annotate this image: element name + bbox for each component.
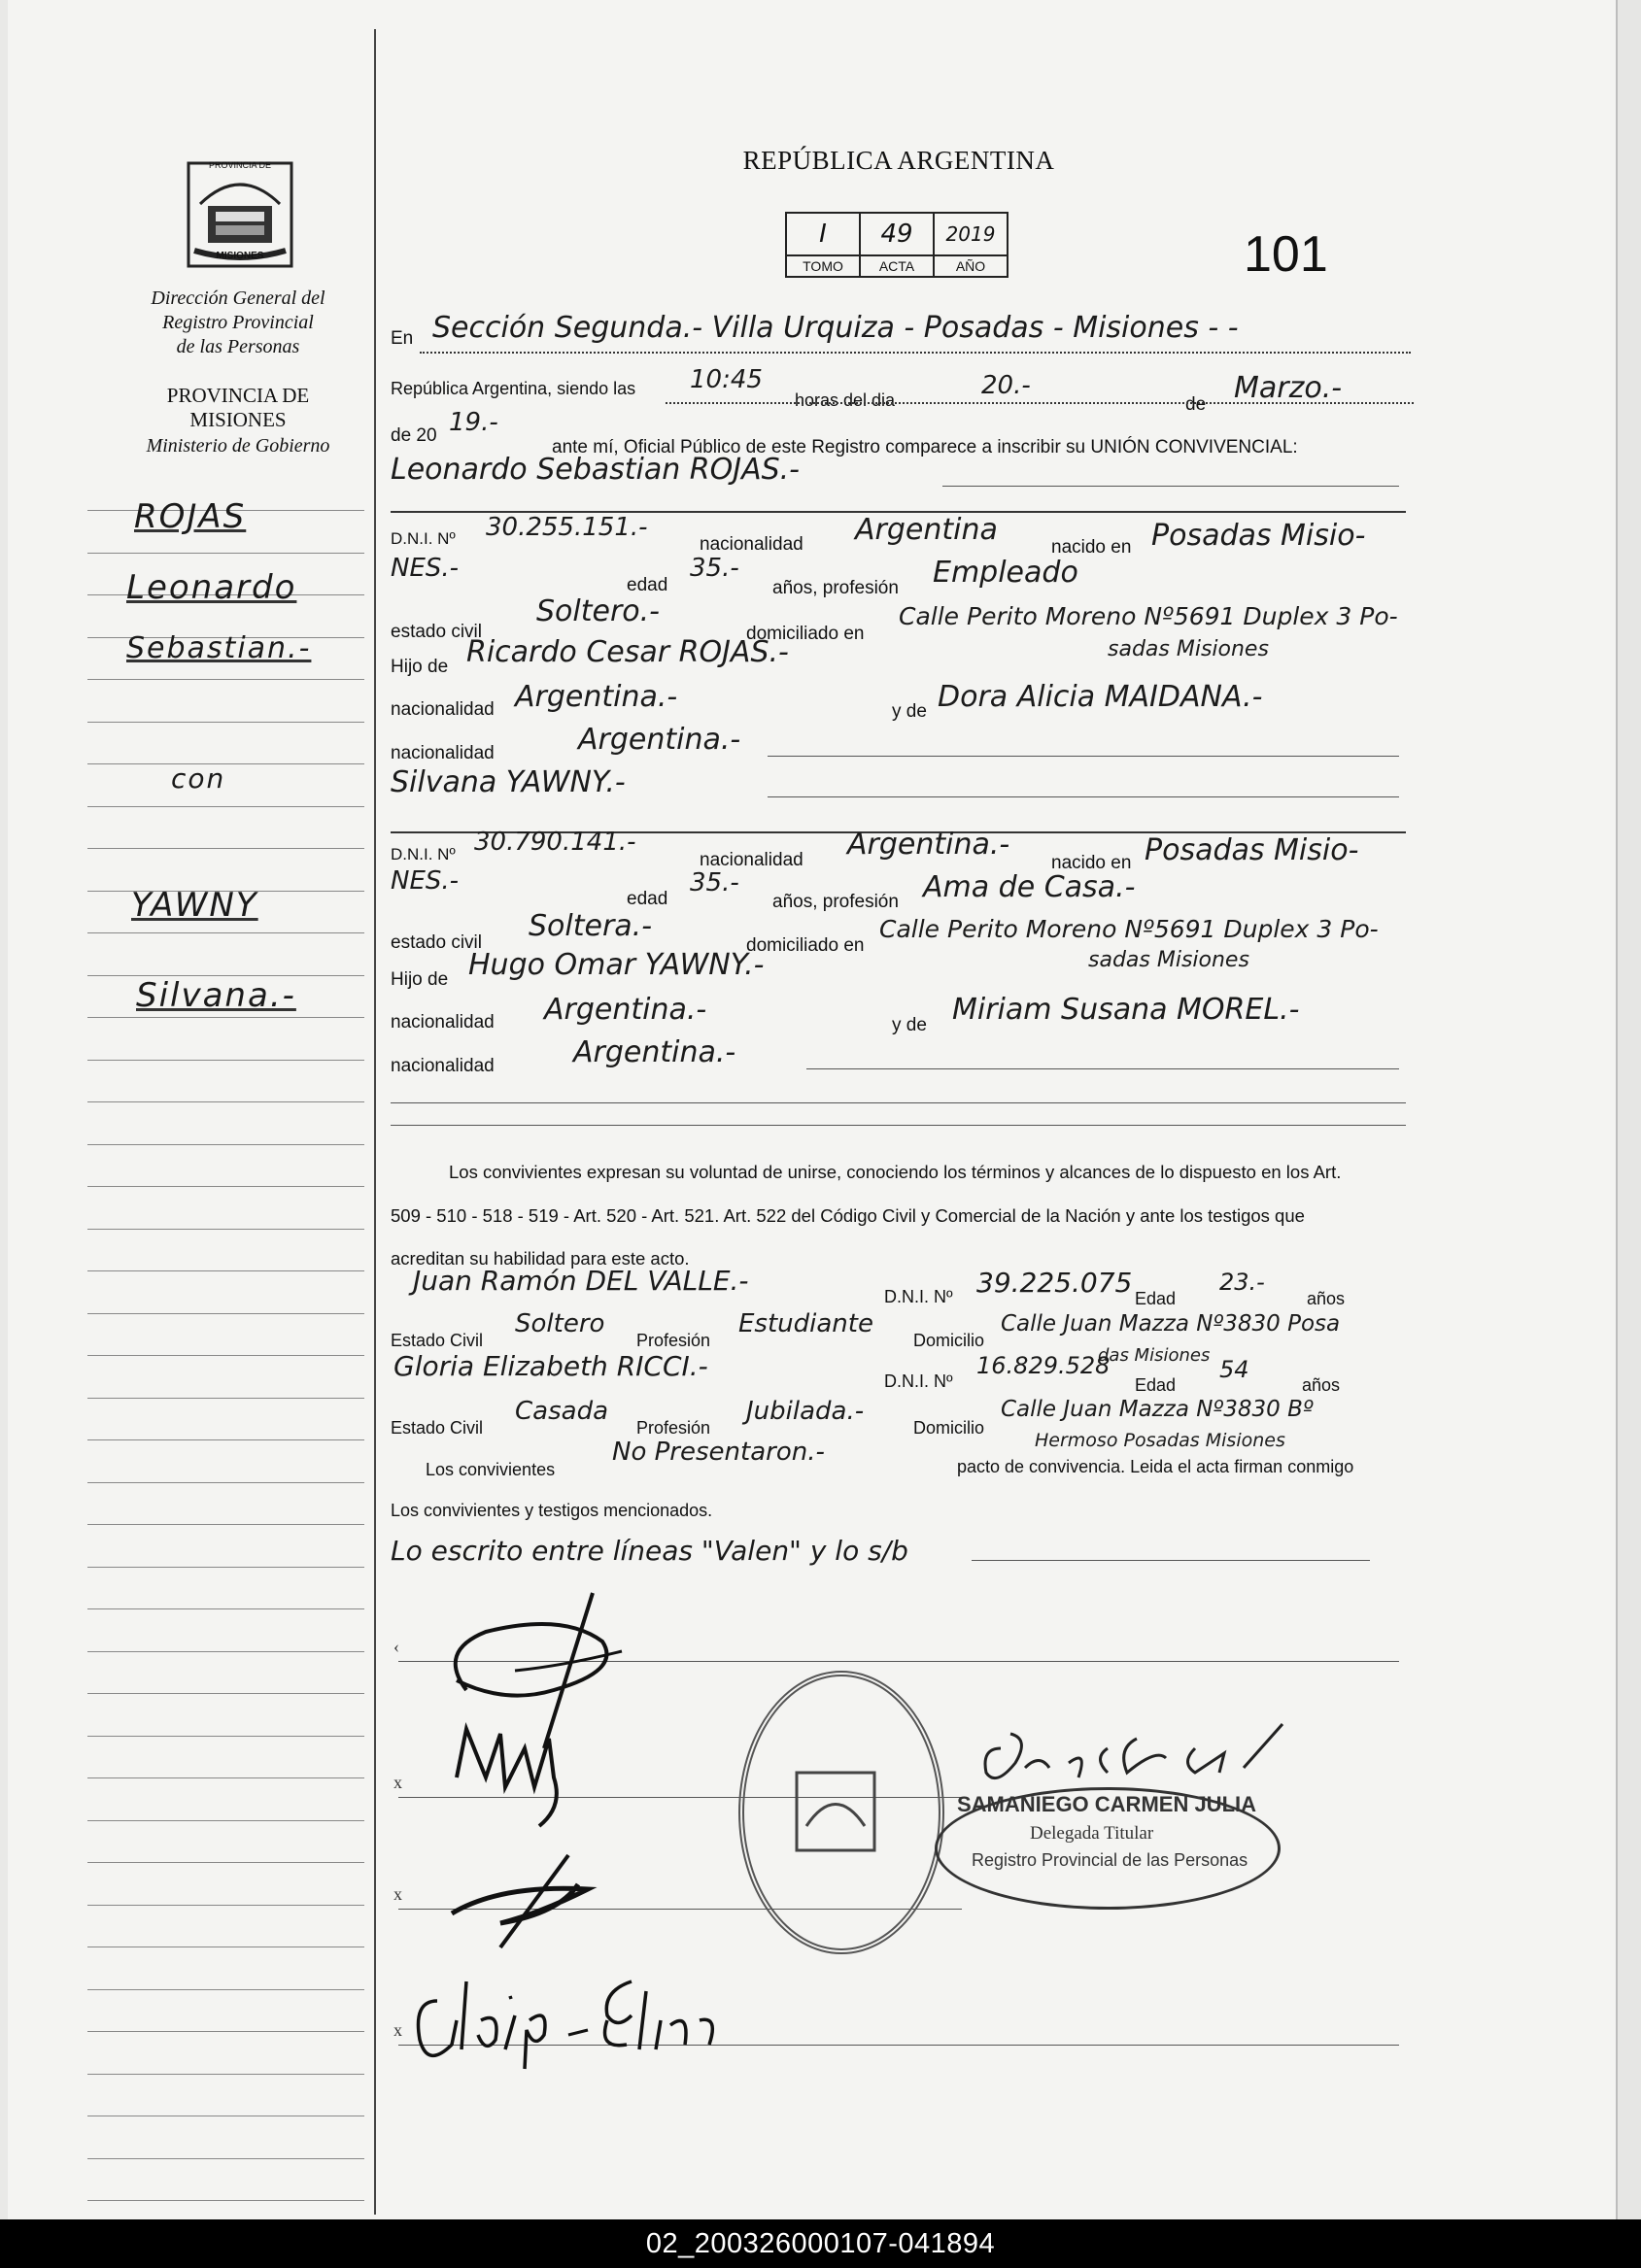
stamp-emblem-icon bbox=[792, 1768, 879, 1855]
margin-ruled-line bbox=[87, 1017, 364, 1018]
pacto-value: No Presentaron.- bbox=[612, 1438, 825, 1467]
person1-domiciliado-label: domiciliado en bbox=[746, 624, 865, 644]
de-label: de bbox=[1185, 394, 1207, 415]
page-right-edge bbox=[1616, 0, 1641, 2219]
person1-birthplace: Posadas Misio- bbox=[1151, 519, 1366, 553]
witness1-address-cont: das Misiones bbox=[1098, 1345, 1211, 1366]
margin-ruled-line bbox=[87, 1101, 364, 1102]
siendo-underline bbox=[666, 402, 1414, 404]
annotation-note: Lo escrito entre líneas "Valen" y lo s/b bbox=[391, 1535, 908, 1567]
person2-nacionalidad-label: nacionalidad bbox=[700, 850, 803, 870]
margin-ruled-line bbox=[87, 1946, 364, 1947]
person2-mother-nac-label: nacionalidad bbox=[391, 1056, 495, 1076]
person1-name-line bbox=[942, 486, 1399, 487]
person1-name: Leonardo Sebastian ROJAS.- bbox=[391, 453, 801, 487]
person2-father: Hugo Omar YAWNY.- bbox=[468, 948, 765, 982]
person2-nacido-label: nacido en bbox=[1051, 853, 1132, 873]
margin-ruled-line bbox=[87, 1989, 364, 1990]
witness1-profesion-label: Profesión bbox=[636, 1331, 711, 1350]
person1-nationality: Argentina bbox=[855, 513, 998, 547]
witness2-profesion-label: Profesión bbox=[636, 1418, 711, 1438]
person2-mother-line bbox=[806, 1068, 1399, 1069]
official-name: SAMANIEGO CARMEN JULIA bbox=[957, 1792, 1257, 1816]
margin-ruled-line bbox=[87, 2074, 364, 2075]
person1-birthplace-cont: NES.- bbox=[391, 554, 460, 583]
margin-ruled-line bbox=[87, 722, 364, 723]
margin-ruled-line bbox=[87, 1398, 364, 1399]
anio-label: AÑO bbox=[934, 255, 1008, 277]
person1-mother-line bbox=[768, 756, 1399, 757]
witness2-dni: 16.829.528 bbox=[976, 1352, 1111, 1379]
margin-name-surname-2: YAWNY bbox=[131, 886, 258, 925]
person1-hijo-label: Hijo de bbox=[391, 657, 449, 677]
margin-name-surname-1: ROJAS bbox=[134, 497, 247, 536]
witness2-dni-label: D.N.I. Nº bbox=[884, 1371, 953, 1391]
anio-value: 2019 bbox=[934, 213, 1008, 255]
witness2-edad-label: Edad bbox=[1135, 1375, 1177, 1395]
signature-mark-4: x bbox=[393, 2020, 402, 2040]
person2-birthplace: Posadas Misio- bbox=[1145, 833, 1359, 867]
mentioned-text: Los convivientes y testigos mencionados. bbox=[391, 1501, 713, 1520]
witness1-civil: Soltero bbox=[515, 1309, 605, 1338]
comparece-text: ante mí, Oficial Público de este Registro comparece a inscribir su UNIÓN CONVIVENCIAL: bbox=[552, 437, 1298, 457]
person2-profession: Ama de Casa.- bbox=[923, 870, 1136, 904]
margin-ruled-line bbox=[87, 1524, 364, 1525]
witness2-estado-label: Estado Civil bbox=[391, 1418, 484, 1438]
official-signature bbox=[972, 1709, 1292, 1797]
province-line-1: PROVINCIA DE bbox=[166, 384, 310, 407]
witness2-address: Calle Juan Mazza Nº3830 Bº bbox=[1001, 1397, 1314, 1422]
directorate-line-2: Registro Provincial bbox=[162, 312, 314, 333]
person1-mother-nationality: Argentina.- bbox=[578, 723, 741, 757]
margin-ruled-line bbox=[87, 1482, 364, 1483]
person1-estado-label: estado civil bbox=[391, 622, 482, 642]
person2-mother: Miriam Susana MOREL.- bbox=[952, 993, 1300, 1027]
acta-value: 49 bbox=[860, 213, 934, 255]
person2-age: 35.- bbox=[690, 868, 739, 897]
witness1-estado-label: Estado Civil bbox=[391, 1331, 484, 1350]
official-office: Registro Provincial de las Personas bbox=[972, 1850, 1248, 1870]
margin-divider bbox=[374, 29, 376, 2215]
margin-ruled-line bbox=[87, 848, 364, 849]
margin-ruled-line bbox=[87, 1060, 364, 1061]
dia-value: 20.- bbox=[981, 371, 1031, 400]
person2-address: Calle Perito Moreno Nº5691 Duplex 3 Po- bbox=[879, 915, 1379, 943]
margin-ruled-line bbox=[87, 1777, 364, 1778]
person2-nationality: Argentina.- bbox=[847, 828, 1010, 862]
anio-prefix: de 20 bbox=[391, 425, 437, 446]
signature-mark-3: x bbox=[393, 1884, 402, 1904]
official-oval-stamp bbox=[935, 1787, 1281, 1910]
margin-name-first-2: Silvana.- bbox=[136, 976, 296, 1015]
person2-edad-label: edad bbox=[627, 889, 668, 909]
page-number: 101 bbox=[1244, 226, 1328, 283]
registry-box bbox=[785, 212, 1009, 278]
declaration-line-2: 509 - 510 - 518 - 519 - Art. 520 - Art. 521. Art. 522 del Código Civil y Comercial de la Nación y ante los testigos que bbox=[391, 1205, 1305, 1226]
anio-value-hw: 19.- bbox=[449, 408, 498, 437]
signature-3 bbox=[442, 1845, 607, 1952]
witness1-dni-label: D.N.I. Nº bbox=[884, 1287, 953, 1306]
witness2-address-cont: Hermoso Posadas Misiones bbox=[1035, 1430, 1285, 1451]
margin-ruled-line bbox=[87, 806, 364, 807]
margin-ruled-line bbox=[87, 1651, 364, 1652]
margin-ruled-line bbox=[87, 1186, 364, 1187]
person2-dni-label: D.N.I. Nº bbox=[391, 845, 456, 863]
siendo-label: República Argentina, siendo las bbox=[391, 379, 636, 398]
document-header: REPÚBLICA ARGENTINA bbox=[742, 146, 1055, 175]
declaration-line-1: Los convivientes expresan su voluntad de unirse, conociendo los términos y alcances de lo dispuesto en los Art. bbox=[449, 1162, 1342, 1182]
ministry-name: Ministerio de Gobierno bbox=[146, 435, 330, 457]
witness1-age: 23.- bbox=[1219, 1269, 1265, 1296]
witness2-profession: Jubilada.- bbox=[746, 1397, 865, 1426]
person1-nacido-label: nacido en bbox=[1051, 537, 1132, 558]
witness1-edad-label: Edad bbox=[1135, 1289, 1177, 1308]
margin-ruled-line bbox=[87, 1820, 364, 1821]
witness2-name: Gloria Elizabeth RICCI.- bbox=[393, 1350, 708, 1382]
pacto-text: pacto de convivencia. Leida el acta firman conmigo bbox=[957, 1457, 1354, 1476]
margin-ruled-line bbox=[87, 1862, 364, 1863]
margin-ruled-line bbox=[87, 1313, 364, 1314]
witness2-civil: Casada bbox=[515, 1397, 609, 1426]
province-line-2: MISIONES bbox=[189, 408, 287, 431]
person2-dni: 30.790.141.- bbox=[474, 828, 636, 857]
person1-profesion-label: años, profesión bbox=[772, 578, 899, 598]
signature-mark-1: ‹ bbox=[393, 1637, 399, 1656]
seal-text-bottom: MISIONES bbox=[216, 251, 264, 261]
witness2-anios-label: años bbox=[1302, 1375, 1341, 1395]
margin-ruled-line bbox=[87, 763, 364, 764]
witness2-domicilio-label: Domicilio bbox=[913, 1418, 985, 1438]
person1-father-nac-label: nacionalidad bbox=[391, 699, 495, 720]
witness2-age: 54 bbox=[1219, 1356, 1249, 1383]
person2-hijo-label: Hijo de bbox=[391, 969, 449, 990]
margin-ruled-line bbox=[87, 679, 364, 680]
margin-ruled-line bbox=[87, 1439, 364, 1440]
person1-edad-label: edad bbox=[627, 575, 668, 595]
tomo-label: TOMO bbox=[786, 255, 860, 277]
margin-ruled-line bbox=[87, 1567, 364, 1568]
person1-profession: Empleado bbox=[933, 556, 1078, 590]
person1-y-de-label: y de bbox=[892, 701, 927, 722]
margin-ruled-line bbox=[87, 1229, 364, 1230]
witness1-anios-label: años bbox=[1307, 1289, 1346, 1308]
person1-civil-status: Soltero.- bbox=[536, 594, 661, 628]
signature-mark-2: x bbox=[393, 1773, 402, 1792]
witness1-address: Calle Juan Mazza Nº3830 Posa bbox=[1001, 1311, 1341, 1337]
margin-ruled-line bbox=[87, 1608, 364, 1609]
margin-ruled-line bbox=[87, 932, 364, 933]
margin-ruled-line bbox=[87, 1270, 364, 1271]
en-underline bbox=[420, 352, 1411, 354]
person1-mother: Dora Alicia MAIDANA.- bbox=[938, 680, 1263, 714]
person1-father: Ricardo Cesar ROJAS.- bbox=[466, 635, 789, 669]
person1-mother-nac-label: nacionalidad bbox=[391, 743, 495, 763]
person2-domiciliado-label: domiciliado en bbox=[746, 935, 865, 956]
directorate-line-3: de las Personas bbox=[176, 336, 300, 357]
margin-ruled-line bbox=[87, 1905, 364, 1906]
acta-label: ACTA bbox=[860, 255, 934, 277]
margin-name-first-1: Leonardo bbox=[126, 568, 297, 607]
person2-y-de-label: y de bbox=[892, 1015, 927, 1035]
margin-ruled-line bbox=[87, 1355, 364, 1356]
declaration-line-3: acreditan su habilidad para este acto. bbox=[391, 1248, 690, 1269]
person1-nacionalidad-label: nacionalidad bbox=[700, 534, 803, 555]
convivientes-label: Los convivientes bbox=[426, 1460, 556, 1479]
tomo-value: I bbox=[786, 213, 860, 255]
margin-ruled-line bbox=[87, 1736, 364, 1737]
margin-ruled-line bbox=[87, 2158, 364, 2159]
annotation-line bbox=[972, 1560, 1370, 1561]
person1-age: 35.- bbox=[690, 554, 739, 583]
margin-connector: con bbox=[171, 762, 226, 795]
witness1-dni: 39.225.075 bbox=[976, 1267, 1133, 1299]
directorate-line-1: Dirección General del bbox=[151, 288, 325, 309]
witness1-domicilio-label: Domicilio bbox=[913, 1331, 985, 1350]
person2-name-line bbox=[768, 796, 1399, 797]
official-title: Delegada Titular bbox=[1030, 1823, 1154, 1844]
en-label: En bbox=[391, 328, 414, 349]
margin-ruled-line bbox=[87, 2031, 364, 2032]
hora-value: 10:45 bbox=[690, 365, 763, 394]
margin-name-middle-1: Sebastian.- bbox=[126, 631, 312, 665]
person1-dni-label: D.N.I. Nº bbox=[391, 529, 456, 548]
person2-bottom-line bbox=[391, 1102, 1406, 1103]
person2-mother-nationality: Argentina.- bbox=[573, 1035, 736, 1069]
person2-father-nac-label: nacionalidad bbox=[391, 1012, 495, 1032]
person2-father-nationality: Argentina.- bbox=[544, 993, 707, 1027]
person1-father-nationality: Argentina.- bbox=[515, 680, 678, 714]
person1-address-cont: sadas Misiones bbox=[1108, 637, 1269, 661]
person2-birthplace-cont: NES.- bbox=[391, 866, 460, 896]
person1-address: Calle Perito Moreno Nº5691 Duplex 3 Po- bbox=[899, 602, 1398, 630]
signature-2 bbox=[447, 1719, 612, 1836]
person2-bottom-line-2 bbox=[391, 1125, 1406, 1126]
margin-ruled-line bbox=[87, 553, 364, 554]
margin-ruled-line bbox=[87, 1144, 364, 1145]
person2-address-cont: sadas Misiones bbox=[1088, 948, 1249, 972]
person2-name: Silvana YAWNY.- bbox=[391, 765, 626, 799]
person1-dni: 30.255.151.- bbox=[486, 513, 648, 542]
witness1-name: Juan Ramón DEL VALLE.- bbox=[413, 1265, 749, 1297]
person2-profesion-label: años, profesión bbox=[772, 892, 899, 912]
horas-label: horas del dia bbox=[795, 390, 896, 410]
page-left-edge bbox=[0, 0, 8, 2219]
seal-text-top: PROVINCIA DE bbox=[208, 160, 271, 170]
signature-4 bbox=[408, 1962, 719, 2079]
witness1-profession: Estudiante bbox=[738, 1309, 873, 1338]
en-value: Sección Segunda.- Villa Urquiza - Posadas - Misiones - - bbox=[432, 311, 1239, 345]
footer-barcode-text: 02_200326000107-041894 bbox=[0, 2219, 1641, 2268]
person2-estado-label: estado civil bbox=[391, 932, 482, 953]
margin-ruled-line bbox=[87, 1693, 364, 1694]
margin-ruled-line bbox=[87, 2200, 364, 2201]
mes-value: Marzo.- bbox=[1234, 371, 1343, 405]
person2-civil-status: Soltera.- bbox=[529, 909, 653, 943]
